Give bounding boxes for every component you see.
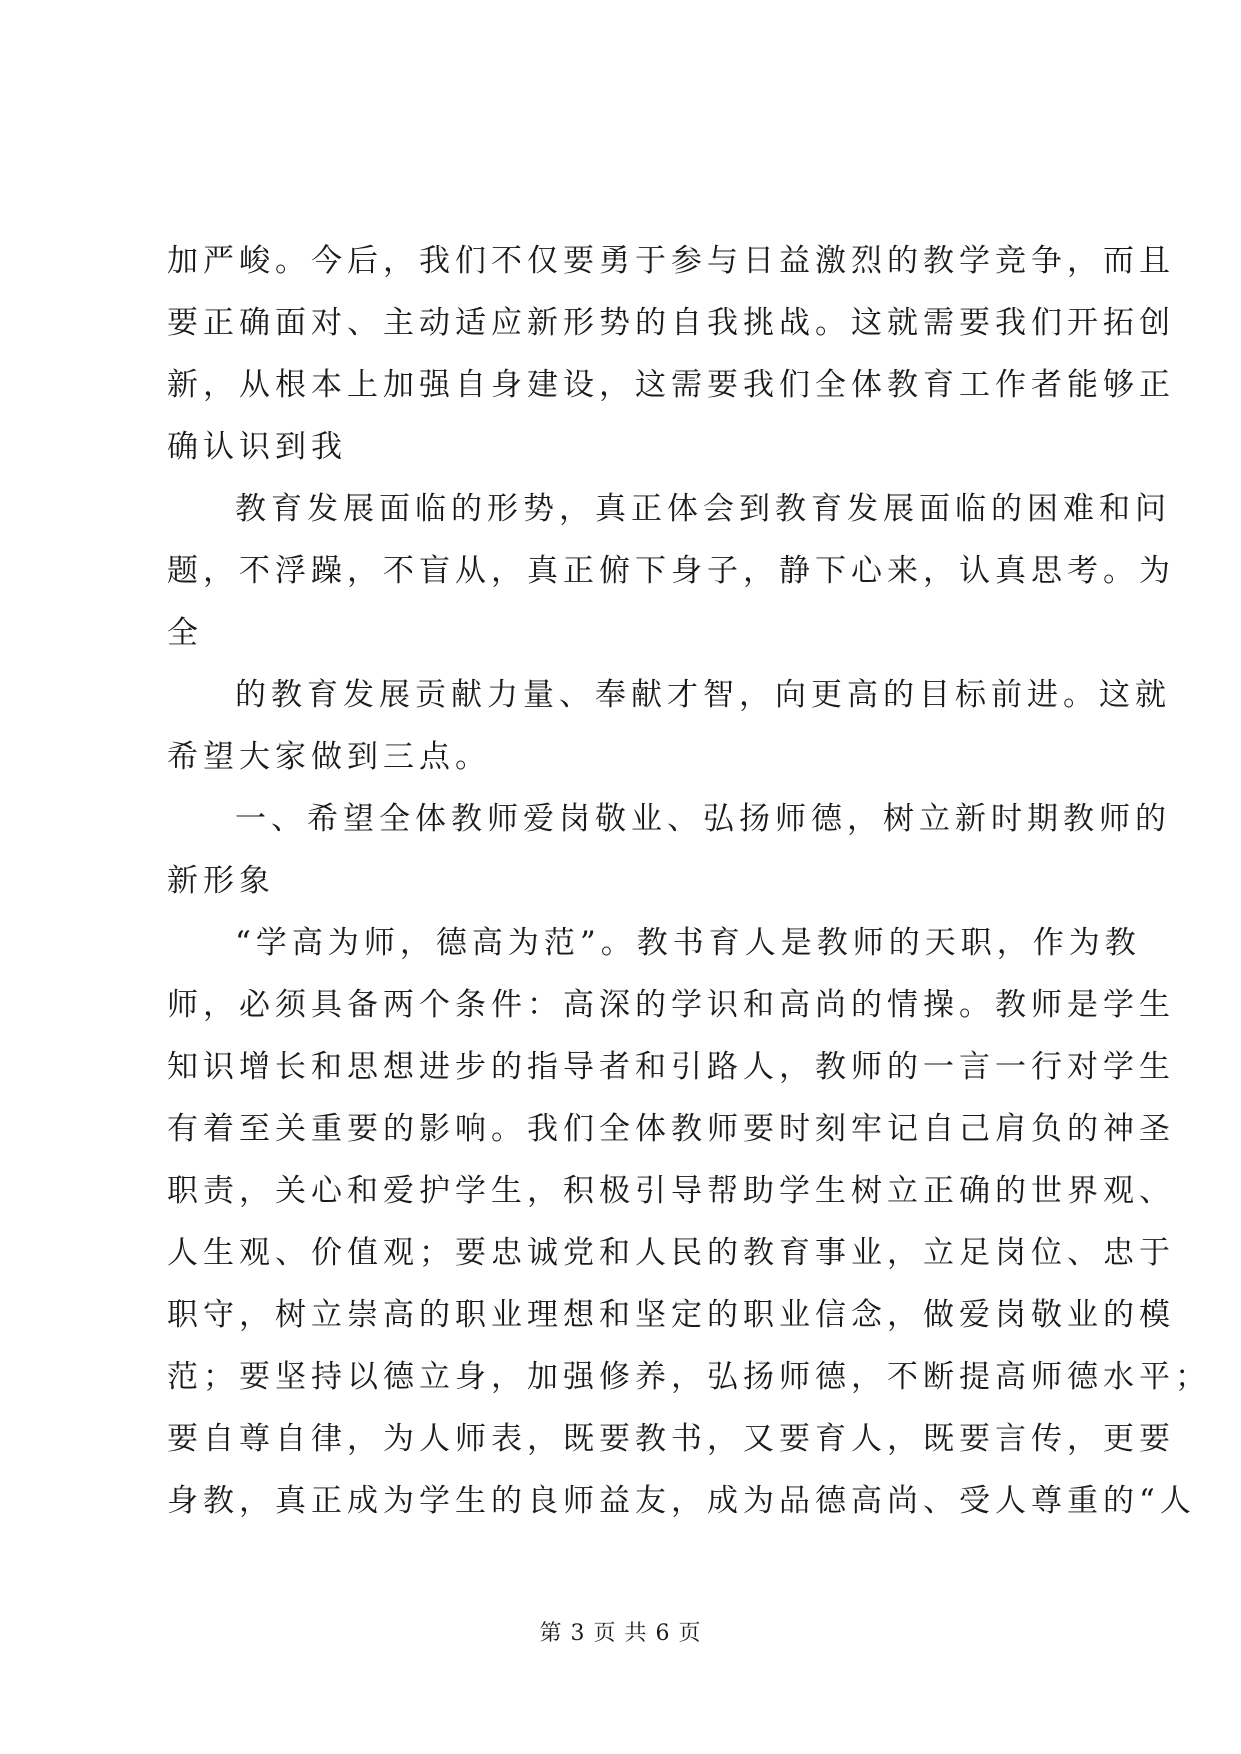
page-number-label: 第 3 页 共 6 页: [539, 1621, 702, 1646]
section-heading-1-cont: 新形象: [167, 863, 275, 899]
text-line-15: 有着至关重要的影响。我们全体教师要时刻牢记自己肩负的神圣: [167, 1111, 1175, 1147]
body-text: [167, 230, 1211, 1532]
text-line-4: 确认识到我: [167, 429, 347, 465]
text-line-17: 人生观、价值观；要忠诚党和人民的教育事业，立足岗位、忠于: [167, 1235, 1175, 1271]
text-line-12: “学高为师，德高为范”。教书育人是教师的天职，作为教: [235, 925, 1141, 961]
text-line-9: 希望大家做到三点。: [167, 739, 491, 775]
text-line-2: 要正确面对、主动适应新形势的自我挑战。这就需要我们开拓创: [167, 305, 1175, 341]
text-line-7: 全: [167, 615, 203, 651]
section-heading-1: 一、希望全体教师爱岗敬业、弘扬师德，树立新时期教师的: [235, 801, 1171, 837]
text-line-16: 职责，关心和爱护学生，积极引导帮助学生树立正确的世界观、: [167, 1173, 1175, 1209]
text-line-19: 范；要坚持以德立身，加强修养，弘扬师德，不断提高师德水平；: [167, 1359, 1211, 1395]
text-line-21: 身教，真正成为学生的良师益友，成为品德高尚、受人尊重的“人: [167, 1483, 1196, 1519]
text-line-6: 题，不浮躁，不盲从，真正俯下身子，静下心来，认真思考。为: [167, 553, 1175, 589]
text-line-5: 教育发展面临的形势，真正体会到教育发展面临的困难和问: [235, 491, 1171, 527]
text-line-14: 知识增长和思想进步的指导者和引路人，教师的一言一行对学生: [167, 1049, 1175, 1085]
page-footer: [0, 1616, 1241, 1647]
text-line-13: 师，必须具备两个条件：高深的学识和高尚的情操。教师是学生: [167, 987, 1175, 1023]
text-line-8: 的教育发展贡献力量、奉献才智，向更高的目标前进。这就: [235, 677, 1171, 713]
text-line-20: 要自尊自律，为人师表，既要教书，又要育人，既要言传，更要: [167, 1421, 1175, 1457]
text-line-18: 职守，树立崇高的职业理想和坚定的职业信念，做爱岗敬业的模: [167, 1297, 1175, 1333]
text-line-3: 新，从根本上加强自身建设，这需要我们全体教育工作者能够正: [167, 367, 1175, 403]
text-line-1: 加严峻。今后，我们不仅要勇于参与日益激烈的教学竞争，而且: [167, 243, 1175, 279]
